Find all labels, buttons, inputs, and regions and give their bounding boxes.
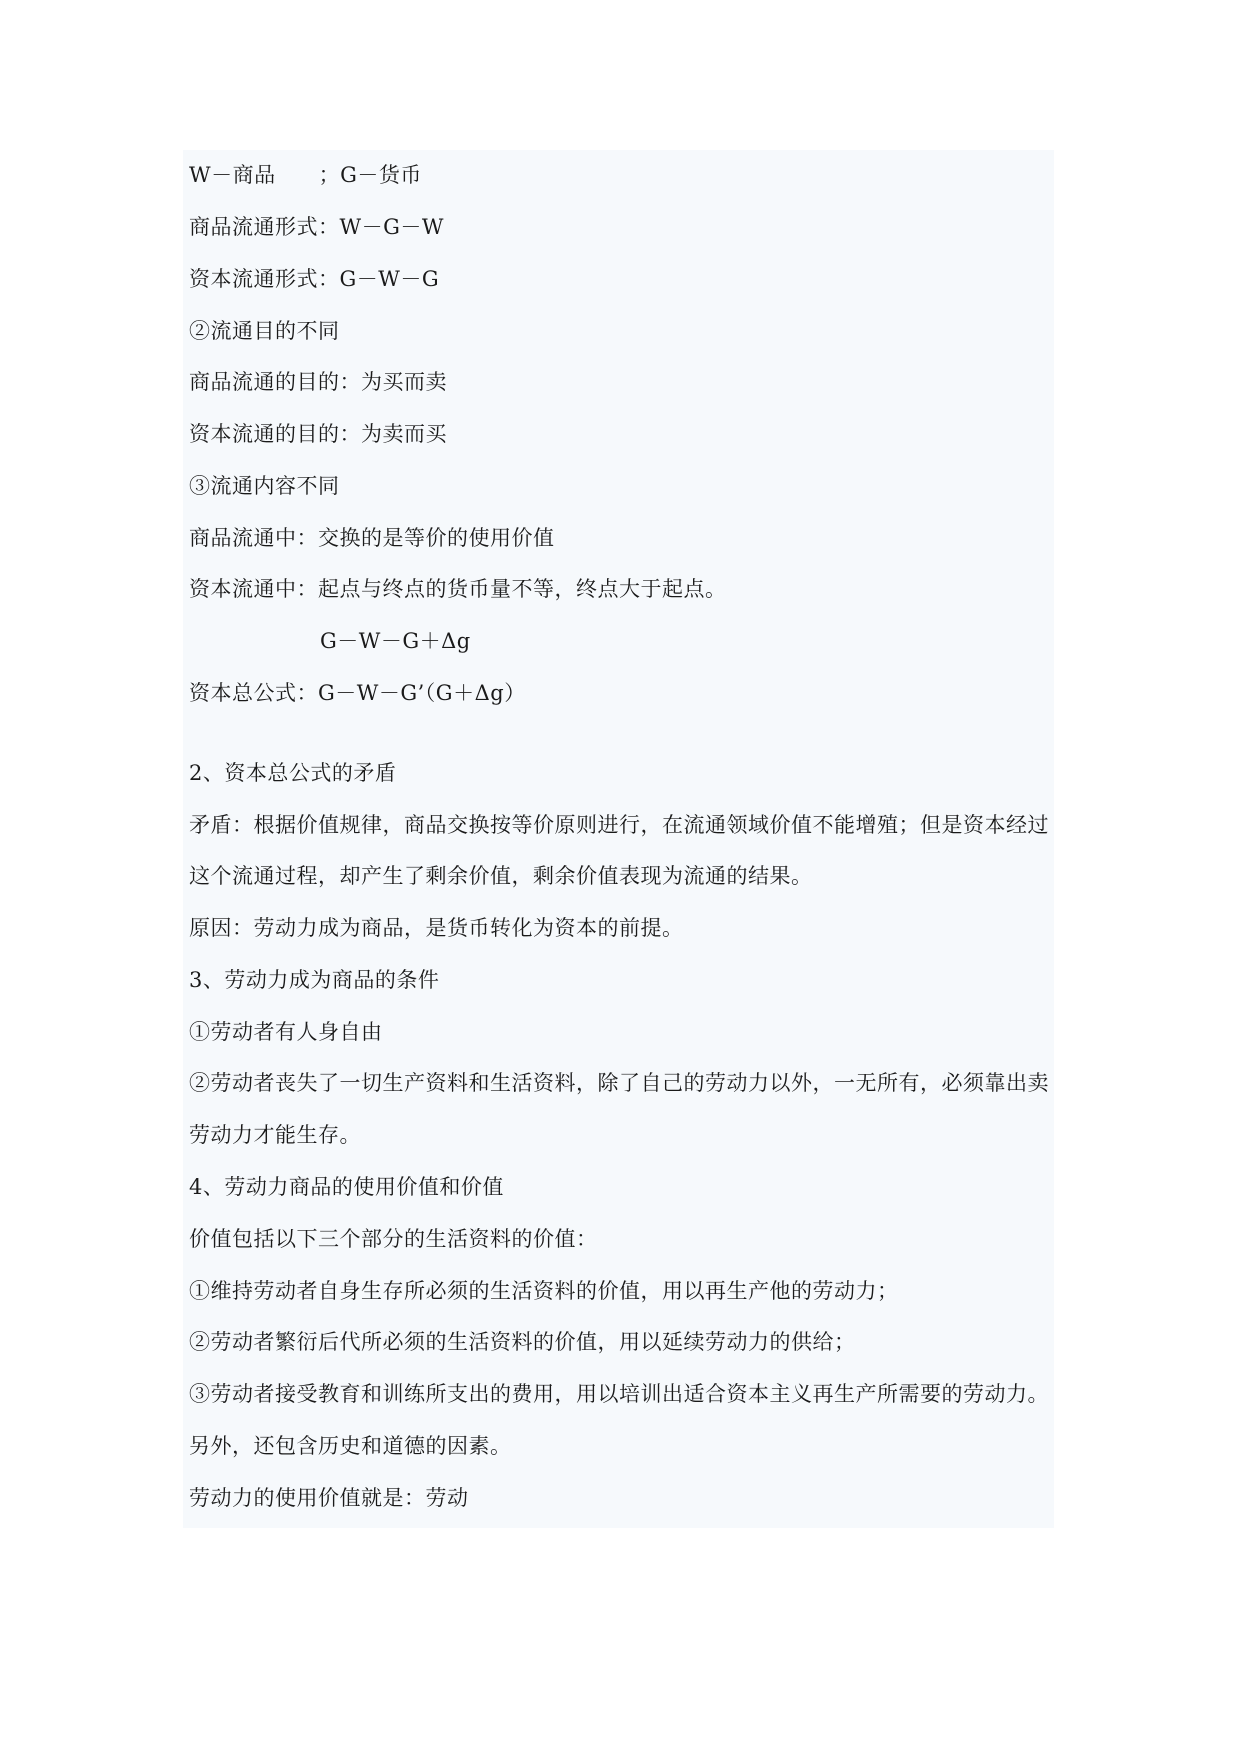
section-heading: ③流通内容不同 xyxy=(189,474,340,498)
section-heading: 4、劳动力商品的使用价值和价值 xyxy=(189,1175,504,1199)
list-item: ③劳动者接受教育和训练所支出的费用，用以培训出适合资本主义再生产所需要的劳动力。 xyxy=(189,1382,1049,1406)
text-line: 商品流通中：交换的是等价的使用价值 xyxy=(189,526,555,550)
section-heading: 2、资本总公式的矛盾 xyxy=(189,761,397,785)
formula-line: G－W－G＋Δg xyxy=(320,629,471,653)
text-line: W－商品 ；G－货币 xyxy=(189,163,422,187)
list-item: ①维持劳动者自身生存所必须的生活资料的价值，用以再生产他的劳动力； xyxy=(189,1279,899,1303)
text-line: 商品流通形式：W－G－W xyxy=(189,215,444,239)
list-item: ②劳动者丧失了一切生产资料和生活资料，除了自己的劳动力以外，一无所有，必须靠出卖 xyxy=(189,1071,1049,1095)
section-heading: 3、劳动力成为商品的条件 xyxy=(189,968,440,992)
text-line: 原因：劳动力成为商品，是货币转化为资本的前提。 xyxy=(189,916,684,940)
text-line: 商品流通的目的：为买而卖 xyxy=(189,370,447,394)
text-line: 资本流通的目的：为卖而买 xyxy=(189,422,447,446)
paragraph-line: 矛盾：根据价值规律，商品交换按等价原则进行，在流通领域价值不能增殖；但是资本经过 xyxy=(189,813,1049,837)
paragraph-line: 这个流通过程，却产生了剩余价值，剩余价值表现为流通的结果。 xyxy=(189,864,813,888)
section-heading: ②流通目的不同 xyxy=(189,319,340,343)
list-item: 劳动力才能生存。 xyxy=(189,1123,361,1147)
text-line: 资本流通中：起点与终点的货币量不等，终点大于起点。 xyxy=(189,577,727,601)
text-line: 另外，还包含历史和道德的因素。 xyxy=(189,1434,512,1458)
text-line: 劳动力的使用价值就是：劳动 xyxy=(189,1486,469,1510)
list-item: ①劳动者有人身自由 xyxy=(189,1020,383,1044)
formula-line: 资本总公式：G－W－G’（G＋Δg） xyxy=(189,681,526,705)
text-line: 资本流通形式：G－W－G xyxy=(189,267,440,291)
text-line: 价值包括以下三个部分的生活资料的价值： xyxy=(189,1227,598,1251)
list-item: ②劳动者繁衍后代所必须的生活资料的价值，用以延续劳动力的供给； xyxy=(189,1330,856,1354)
